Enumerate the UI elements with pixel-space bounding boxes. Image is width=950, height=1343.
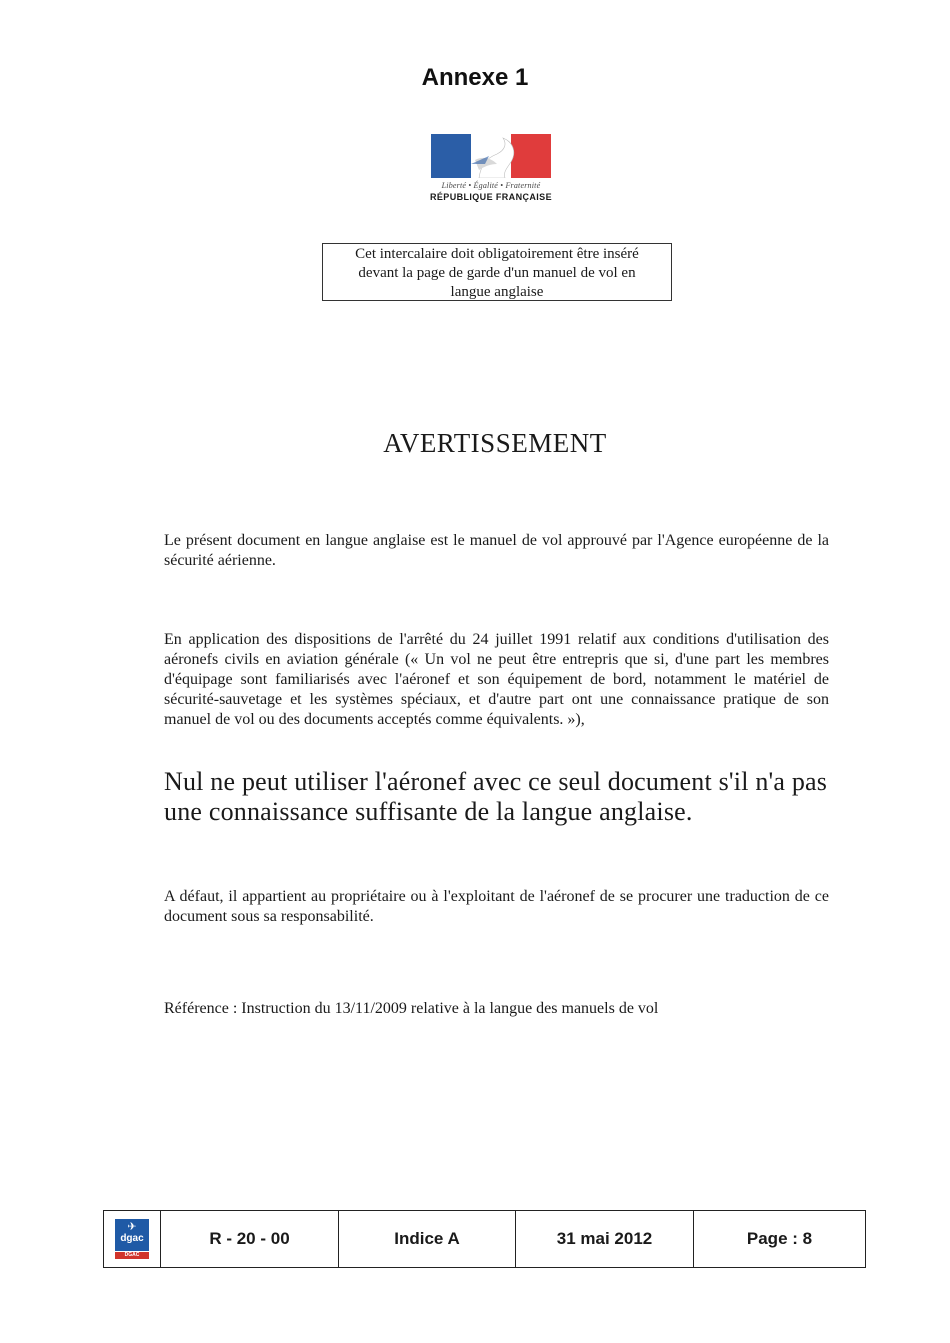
republique-francaise-logo: [420, 134, 562, 214]
annex-title: Annexe 1: [421, 64, 529, 91]
notice-line: Cet intercalaire doit obligatoirement être inséré: [355, 246, 639, 262]
notice-box: [322, 243, 672, 301]
paragraph-reference: Référence : Instruction du 13/11/2009 relative à la langue des manuels de vol: [164, 1000, 659, 1017]
marianne-flag-icon: [431, 134, 551, 178]
logo-name: RÉPUBLIQUE FRANÇAISE: [429, 192, 552, 202]
warning-heading: AVERTISSEMENT: [383, 428, 607, 458]
footer-date: 31 mai 2012: [515, 1211, 693, 1267]
dgac-logo-text: dgac: [120, 1233, 144, 1244]
footer-logo-cell: [104, 1211, 160, 1267]
paragraph-intro: Le présent document en langue anglaise est le manuel de vol approuvé par l'Agence européenne de la sécurité aérienne.: [164, 532, 829, 569]
dgac-logo-icon: ✈ dgac DGAC: [115, 1219, 149, 1259]
footer-page: Page : 8: [693, 1211, 865, 1267]
dgac-logo-subtext: DGAC: [115, 1252, 149, 1259]
paragraph-warning-emphasis: Nul ne peut utiliser l'aéronef avec ce seul document s'il n'a pas une connaissance suffisante de la langue anglaise.: [164, 767, 828, 826]
footer-reference: R - 20 - 00: [160, 1211, 338, 1267]
paragraph-regulation: En application des dispositions de l'arrêté du 24 juillet 1991 relatif aux conditions d'utilisation des aéronefs civils en aviation générale (« Un vol ne peut être entrepris que si, d'une part les membres d'équipage sont familiarisés avec l'aéronef et son équipement de bord, notamment le matériel de sécurité-sauvetage et les systèmes spéciaux, et d'autre part ont une connaissance pratique de son manuel de vol ou des documents acceptés comme équivalents. »),: [164, 631, 829, 728]
footer-index: Indice A: [338, 1211, 515, 1267]
document-footer: [103, 1210, 866, 1268]
logo-motto: Liberté • Égalité • Fraternité: [441, 181, 541, 190]
paragraph-translation: A défaut, il appartient au propriétaire ou à l'exploitant de l'aéronef de se procurer une traduction de ce document sous sa responsabilité.: [164, 888, 829, 925]
notice-line: langue anglaise: [450, 284, 544, 300]
notice-line: devant la page de garde d'un manuel de vol en: [358, 265, 636, 281]
